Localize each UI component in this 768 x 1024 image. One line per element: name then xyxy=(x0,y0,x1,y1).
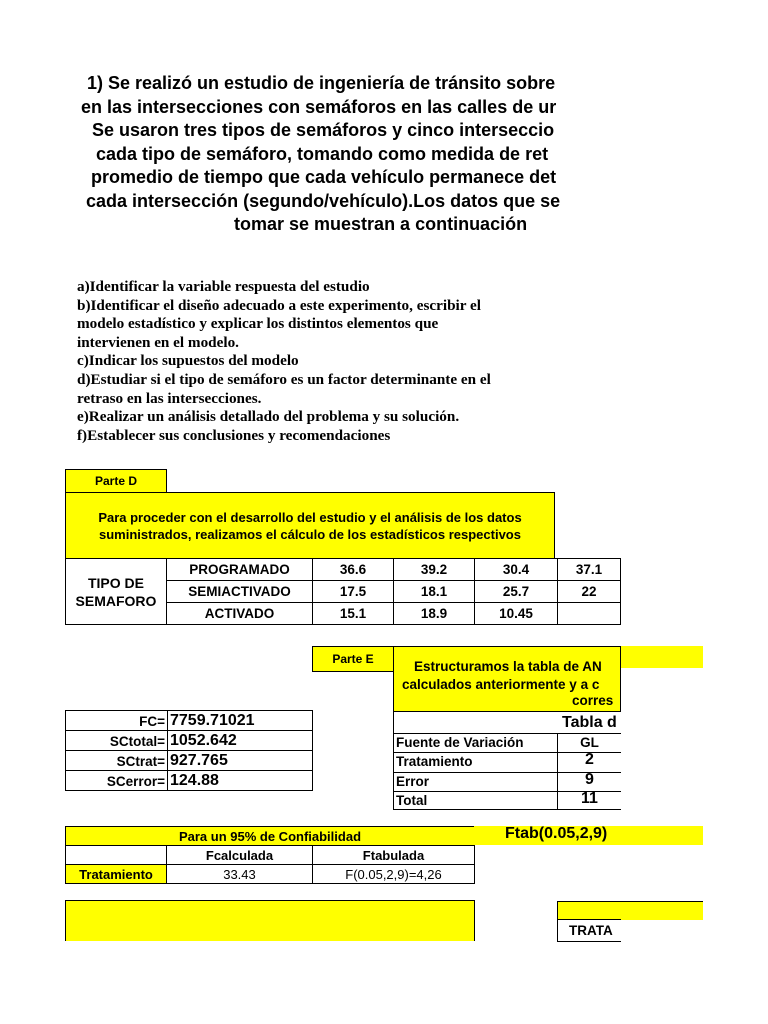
anova-title: Tabla d xyxy=(562,714,617,731)
stat-value: 927.765 xyxy=(168,751,313,771)
table-row-label: ACTIVADO xyxy=(166,602,313,625)
anova-row-gl: 11 xyxy=(581,790,598,807)
ftab-label: Ftab(0.05,2,9) xyxy=(505,825,608,842)
table-cell: 25.7 xyxy=(474,580,558,603)
row-group-header: TIPO DE SEMAFORO xyxy=(65,558,167,625)
title-line: en las intersecciones con semáforos en las calles de ur xyxy=(81,96,557,117)
stat-label: SCtotal= xyxy=(66,731,168,751)
stat-label: FC= xyxy=(66,711,168,731)
question-line: intervienen en el modelo. xyxy=(77,333,239,351)
table-cell: 10.45 xyxy=(474,602,558,625)
table-cell: 30.4 xyxy=(474,558,558,581)
parte-e-label: Parte E xyxy=(312,646,394,672)
table-row-label: SEMIACTIVADO xyxy=(166,580,313,603)
trata-label: TRATA xyxy=(557,919,621,942)
stat-label: SCerror= xyxy=(66,771,168,790)
table-cell: 18.9 xyxy=(393,602,475,625)
anova-row-gl: 9 xyxy=(585,771,594,788)
ftabulada-value: F(0.05,2,9)=4,26 xyxy=(312,864,475,884)
stat-value: 1052.642 xyxy=(168,731,313,751)
title-line: tomar se muestran a continuación xyxy=(234,214,528,234)
table-cell xyxy=(557,602,621,625)
parte-e-description xyxy=(393,646,621,712)
divider xyxy=(394,733,621,734)
question-line: f)Establecer sus conclusiones y recomendaciones xyxy=(77,426,391,444)
anova-row-source: Total xyxy=(396,793,428,808)
table-cell: 18.1 xyxy=(393,580,475,603)
highlight-strip xyxy=(557,901,703,920)
table-cell: 36.6 xyxy=(312,558,394,581)
confidence-title: Para un 95% de Confiabilidad xyxy=(65,826,475,846)
stat-label: SCtrat= xyxy=(66,751,168,771)
title-line: 1) Se realizó un estudio de ingeniería de tránsito sobre xyxy=(87,73,556,93)
col-ftabulada: Ftabulada xyxy=(312,845,475,865)
stats-box xyxy=(65,710,313,791)
conclusion-box xyxy=(65,900,475,941)
anova-row-gl: 2 xyxy=(585,751,594,768)
parte-e-line: corres xyxy=(572,693,614,708)
table-cell: 39.2 xyxy=(393,558,475,581)
anova-col-source: Fuente de Variación xyxy=(396,735,524,750)
anova-row-source: Error xyxy=(396,774,430,789)
table-cell: 17.5 xyxy=(312,580,394,603)
table-header xyxy=(65,845,167,865)
parte-d-description: Para proceder con el desarrollo del estudio y el análisis de los datos suministrados, realizamos el cálculo de los estadísticos respectivos xyxy=(65,492,555,559)
stat-value: 7759.71021 xyxy=(168,711,313,731)
question-line: e)Realizar un análisis detallado del problema y su solución. xyxy=(77,408,460,426)
title-line: Se usaron tres tipos de semáforos y cinco interseccio xyxy=(92,120,555,140)
tratamiento-label: Tratamiento xyxy=(65,864,167,884)
highlight-strip xyxy=(621,646,703,668)
anova-col-gl: GL xyxy=(580,735,599,750)
table-row-label: PROGRAMADO xyxy=(166,558,313,581)
question-line: retraso en las intersecciones. xyxy=(77,389,262,407)
question-line: c)Indicar los supuestos del modelo xyxy=(77,352,299,370)
question-list xyxy=(77,278,597,445)
question-line: modelo estadístico y explicar los distintos elementos que xyxy=(77,315,439,333)
parte-e-line: Estructuramos la tabla de AN xyxy=(414,659,602,674)
table-cell: 37.1 xyxy=(557,558,621,581)
problem-statement xyxy=(60,72,620,237)
table-cell: 15.1 xyxy=(312,602,394,625)
title-line: promedio de tiempo que cada vehículo permanece det xyxy=(91,167,557,187)
parte-d-label: Parte D xyxy=(65,469,167,493)
title-line: cada intersección (segundo/vehículo).Los datos que se xyxy=(86,190,561,211)
table-cell: 22 xyxy=(557,580,621,603)
anova-row-source: Tratamiento xyxy=(396,754,473,769)
fcalculada-value: 33.43 xyxy=(166,864,313,884)
parte-e-line: calculados anteriormente y a c xyxy=(402,677,600,692)
col-fcalculada: Fcalculada xyxy=(166,845,313,865)
title-line: cada tipo de semáforo, tomando como medida de ret xyxy=(96,143,549,164)
stat-value: 124.88 xyxy=(170,772,219,789)
anova-table xyxy=(393,711,621,810)
question-line: a)Identificar la variable respuesta del estudio xyxy=(77,278,370,295)
question-line: b)Identificar el diseño adecuado a este experimento, escribir el xyxy=(77,296,481,314)
question-line: d)Estudiar si el tipo de semáforo es un factor determinante en el xyxy=(77,370,491,388)
